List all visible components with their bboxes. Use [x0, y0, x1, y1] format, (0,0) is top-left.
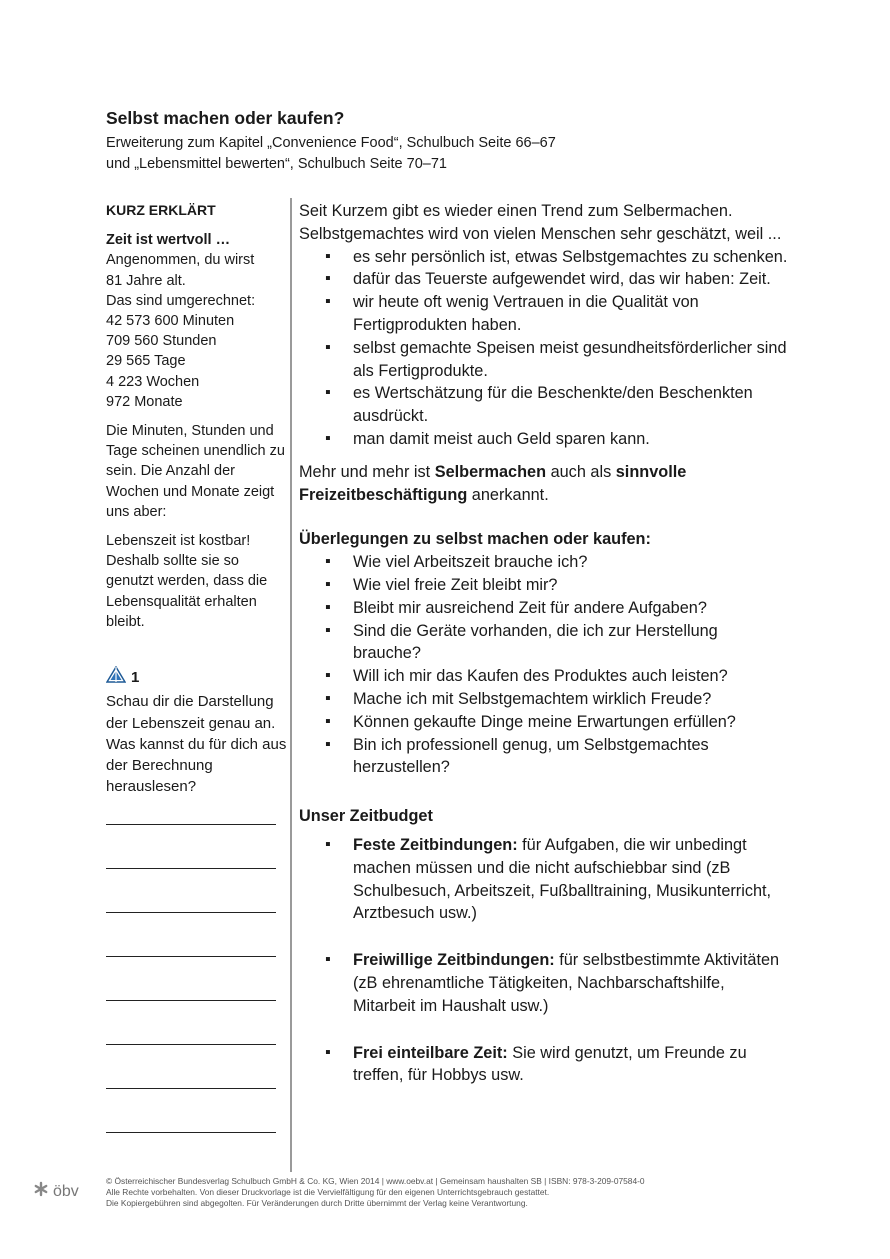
answer-line[interactable] [106, 1132, 276, 1133]
list-item: ▪ es Wertschätzung für die Beschenkte/den Beschenkten ausdrückt. [299, 382, 789, 428]
list-item: ▪ wir heute oft wenig Vertrauen in die Qualität von Fertigprodukten haben. [299, 291, 789, 337]
task-text: Schau dir die Darstellung der Lebenszeit genau an. Was kannst du für dich aus der Berechnung herauslesen? [106, 693, 287, 796]
considerations-list [299, 551, 789, 779]
list-item: ▪ Wie viel freie Zeit bleibt mir? [299, 574, 789, 597]
publisher-logo [33, 1181, 79, 1202]
subtitle-line-1: Erweiterung zum Kapitel „Convenience Food“, Schulbuch Seite 66–67 [106, 135, 556, 151]
list-item: ▪ Bleibt mir ausreichend Zeit für andere Aufgaben? [299, 597, 789, 620]
main-content [299, 200, 789, 1091]
zeit-line: Das sind umgerechnet: [106, 292, 256, 309]
footer-line: © Österreichischer Bundesverlag Schulbuch GmbH & Co. KG, Wien 2014 | www.oebv.at | Gemeinsam haushalten SB | ISBN: 978-3-209-07584-0 [106, 1176, 645, 1186]
answer-line[interactable] [106, 1088, 276, 1089]
sidebar-paragraph: Lebenszeit ist kostbar! Deshalb sollte sie so genutzt werden, dass die Lebensqualität erhalten bleibt. [106, 533, 268, 630]
list-item: ▪ Mache ich mit Selbstgemachtem wirklich Freude? [299, 688, 789, 711]
zeit-line: Angenommen, du wirst [106, 252, 255, 269]
list-item: ▪ Können gekaufte Dinge meine Erwartungen erfüllen? [299, 711, 789, 734]
page-subtitle [106, 133, 806, 175]
budget-text: für selbstbestimmte Aktivitäten (zB ehrenamtliche Tätigkeiten, Nachbarschaftshilfe, Mitarbeit im Haushalt usw.) [353, 951, 780, 1015]
sidebar-heading: KURZ ERKLÄRT [106, 202, 216, 218]
answer-line[interactable] [106, 824, 276, 825]
budget-term: Freiwillige Zeitbindungen: [353, 951, 555, 970]
list-item: ▪ dafür das Teuerste aufgewendet wird, das wir haben: Zeit. [299, 268, 789, 291]
emphasis: Selbermachen [434, 462, 547, 481]
intro-paragraph: Seit Kurzem gibt es wieder einen Trend zum Selbermachen. Selbstgemachtes wird von vielen Menschen sehr geschätzt, weil ... [299, 202, 782, 243]
zeit-line: 4 223 Wochen [106, 373, 200, 390]
zeit-title: Zeit ist wertvoll … [106, 232, 231, 249]
task-number: 1 [131, 669, 140, 686]
budget-term: Feste Zeitbindungen: [353, 835, 518, 854]
zeit-line: 81 Jahre alt. [106, 272, 186, 289]
answer-line[interactable] [106, 912, 276, 913]
list-item: ▪ Bin ich professionell genug, um Selbstgemachtes herzustellen? [299, 734, 789, 780]
list-item: ▪ Will ich mir das Kaufen des Produktes auch leisten? [299, 665, 789, 688]
zeit-line: 709 560 Stunden [106, 333, 217, 350]
zeit-line: 42 573 600 Minuten [106, 313, 235, 330]
task-heading [106, 666, 288, 689]
text-run: auch als [546, 462, 616, 481]
logo-text: öbv [53, 1182, 79, 1200]
reasons-list [299, 246, 789, 451]
page-title: Selbst machen oder kaufen? [106, 108, 345, 128]
sidebar-paragraph: Die Minuten, Stunden und Tage scheinen unendlich zu sein. Die Anzahl der Wochen und Monate zeigt uns aber: [106, 423, 285, 520]
zeit-block [106, 230, 288, 412]
text-run: anerkannt. [467, 485, 549, 504]
text-run: Mehr und mehr ist [299, 462, 435, 481]
budget-term: Frei einteilbare Zeit: [353, 1043, 508, 1062]
budget-title: Unser Zeitbudget [299, 807, 433, 826]
asterisk-icon [33, 1181, 49, 1202]
sidebar-kurz-erklaert [106, 200, 288, 641]
page-footer [106, 1176, 806, 1209]
page-header [106, 108, 806, 175]
answer-line[interactable] [106, 868, 276, 869]
budget-text: für Aufgaben, die wir unbedingt machen müssen und die nicht aufschiebbar sind (zB Schulbesuch, Arbeitszeit, Fußballtraining, Musikunterricht, Arztbesuch usw.) [353, 835, 772, 923]
answer-line[interactable] [106, 1000, 276, 1001]
task-1 [106, 666, 288, 1176]
list-item: ▪ Wie viel Arbeitszeit brauche ich? [299, 551, 789, 574]
list-item: ▪ Sind die Geräte vorhanden, die ich zur Herstellung brauche? [299, 620, 789, 666]
budget-list [299, 834, 789, 1087]
footer-line: Die Kopiergebühren sind abgegolten. Für Veränderungen durch Dritte übernimmt der Verlag keine Verantwortung. [106, 1198, 528, 1208]
footer-line: Alle Rechte vorbehalten. Von dieser Druckvorlage ist die Vervielfältigung für den eigenen Unterrichtsgebrauch gestattet. [106, 1187, 550, 1197]
answer-line[interactable] [106, 1044, 276, 1045]
budget-text: Sie wird genutzt, um Freunde zu treffen, für Hobbys usw. [353, 1043, 747, 1085]
list-item [299, 949, 789, 1017]
subtitle-line-2: und „Lebensmittel bewerten“, Schulbuch Seite 70–71 [106, 156, 447, 172]
zeit-line: 29 565 Tage [106, 353, 186, 370]
list-item: ▪ selbst gemachte Speisen meist gesundheitsförderlicher sind als Fertigprodukte. [299, 337, 789, 383]
list-item [299, 834, 789, 925]
list-item: ▪ man damit meist auch Geld sparen kann. [299, 428, 789, 451]
more-paragraph [299, 461, 789, 507]
emphasis: sinnvolle Freizeitbeschäftigung [299, 462, 687, 504]
triangle-level-icon [106, 666, 126, 689]
list-item [299, 1042, 789, 1088]
list-item: ▪ es sehr persönlich ist, etwas Selbstgemachtes zu schenken. [299, 246, 789, 269]
answer-lines [106, 824, 288, 1133]
zeit-line: 972 Monate [106, 393, 183, 410]
considerations-title: Überlegungen zu selbst machen oder kaufen: [299, 530, 651, 549]
answer-line[interactable] [106, 956, 276, 957]
column-divider [290, 198, 292, 1172]
